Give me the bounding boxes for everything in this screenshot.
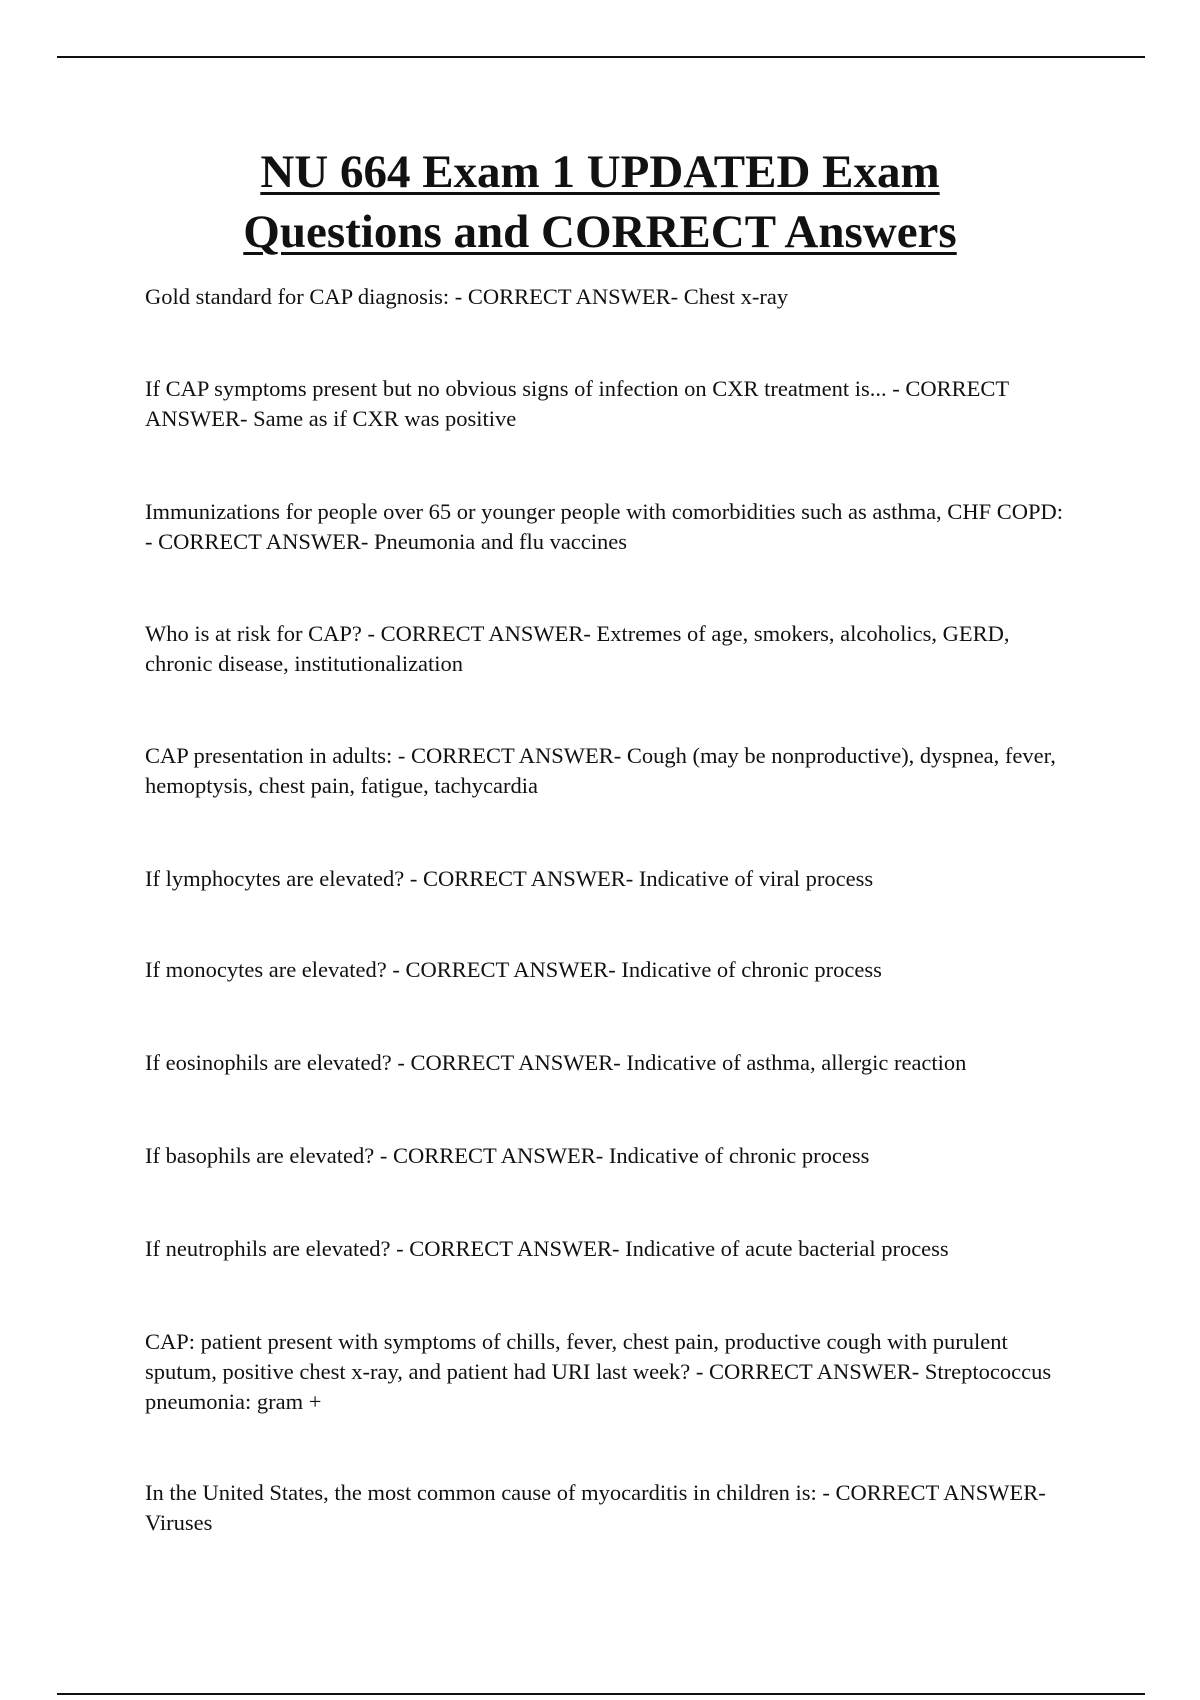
qa-item-4: Who is at risk for CAP? - CORRECT ANSWER- Extremes of age, smokers, alcoholics, GERD, chronic disease, institutionalization [145,621,1010,676]
qa-item-1: Gold standard for CAP diagnosis: - CORRECT ANSWER- Chest x-ray [145,284,789,309]
qa-item-10: If neutrophils are elevated? - CORRECT ANSWER- Indicative of acute bacterial process [145,1236,949,1261]
qa-item-6: If lymphocytes are elevated? - CORRECT ANSWER- Indicative of viral process [145,866,874,891]
title-line-1: NU 664 Exam 1 UPDATED Exam [260,146,940,198]
document-title [120,142,1080,262]
bottom-rule [57,1693,1145,1695]
qa-item-8: If eosinophils are elevated? - CORRECT ANSWER- Indicative of asthma, allergic reaction [145,1050,967,1075]
qa-item-12: In the United States, the most common cause of myocarditis in children is: - CORRECT ANSWER- Viruses [145,1480,1046,1535]
qa-item-3: Immunizations for people over 65 or younger people with comorbidities such as asthma, CHF COPD: - CORRECT ANSWER- Pneumonia and flu vaccines [145,499,1063,554]
qa-item-9: If basophils are elevated? - CORRECT ANSWER- Indicative of chronic process [145,1143,870,1168]
title-line-2: Questions and CORRECT Answers [243,206,957,258]
top-rule [57,56,1145,58]
qa-item-5: CAP presentation in adults: - CORRECT ANSWER- Cough (may be nonproductive), dyspnea, fever, hemoptysis, chest pain, fatigue, tachycardia [145,743,1056,798]
qa-item-7: If monocytes are elevated? - CORRECT ANSWER- Indicative of chronic process [145,957,882,982]
qa-item-2: If CAP symptoms present but no obvious signs of infection on CXR treatment is... - CORRECT ANSWER- Same as if CXR was positive [145,376,1009,431]
qa-item-11: CAP: patient present with symptoms of chills, fever, chest pain, productive cough with purulent sputum, positive chest x-ray, and patient had URI last week? - CORRECT ANSWER- Streptococcus pneumonia: gram + [145,1329,1052,1414]
